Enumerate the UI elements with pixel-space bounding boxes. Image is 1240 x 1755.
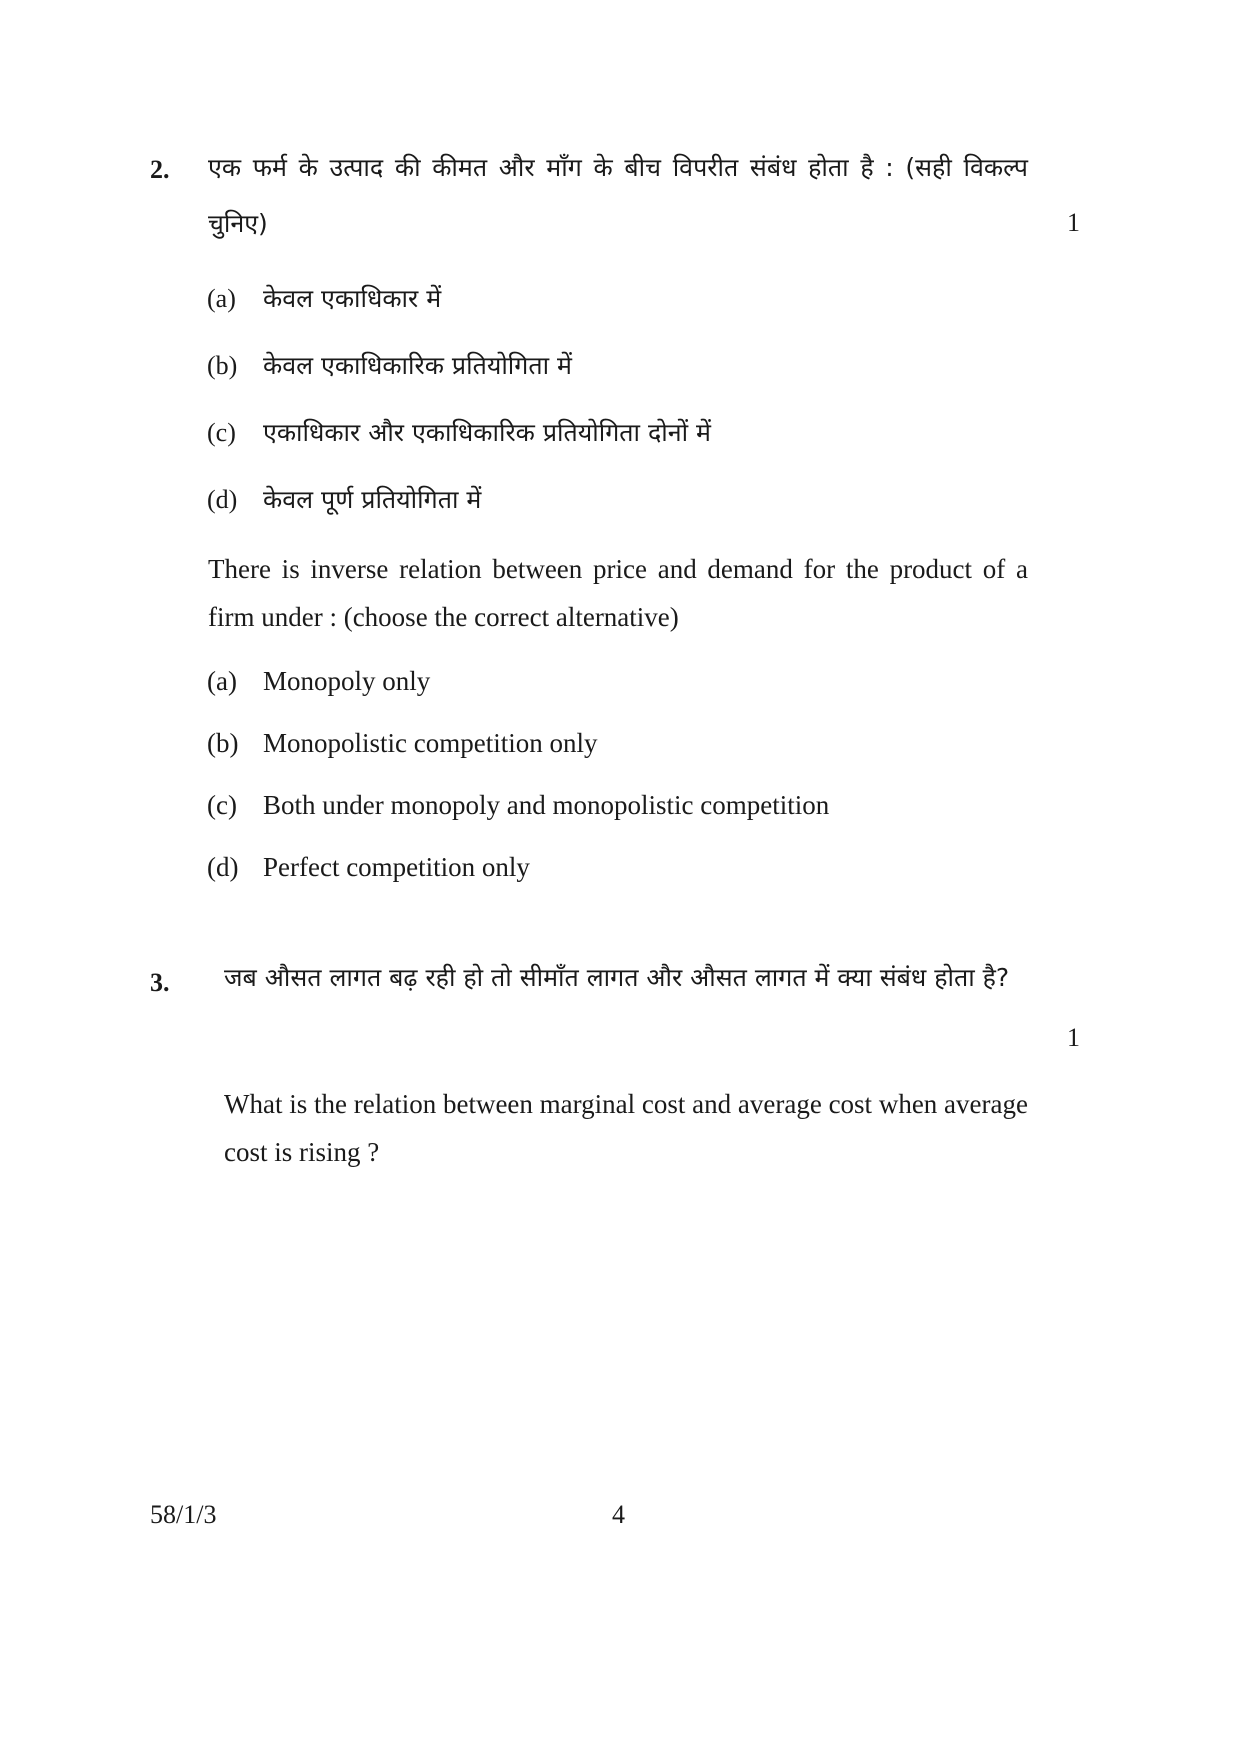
- english-option: [207, 852, 530, 883]
- option-label: (c): [207, 418, 236, 447]
- option-label: (a): [207, 666, 237, 696]
- option-label: (b): [207, 728, 239, 758]
- option-text: एकाधिकार और एकाधिकारिक प्रतियोगिता दोनों में: [263, 418, 711, 447]
- english-option: [207, 666, 430, 697]
- hindi-option: [207, 415, 711, 449]
- english-option: [207, 728, 597, 759]
- question-english-text: What is the relation between marginal cost and average cost when average cost is rising ?: [224, 1089, 1028, 1167]
- option-text: Both under monopoly and monopolistic competition: [263, 790, 830, 820]
- hindi-option: [207, 348, 572, 382]
- question-english-text: There is inverse relation between price and demand for the product of a firm under : (choose the correct alternative): [208, 554, 1028, 632]
- option-label: (d): [207, 852, 239, 882]
- hindi-option: [207, 482, 481, 516]
- option-label: (c): [207, 790, 237, 820]
- paper-code: 58/1/3: [150, 1500, 217, 1529]
- question-number: 3.: [150, 968, 170, 997]
- option-text: केवल पूर्ण प्रतियोगिता में: [263, 485, 482, 514]
- english-option: [207, 790, 829, 821]
- question-number: 2.: [150, 155, 170, 184]
- question-hindi-text: एक फर्म के उत्पाद की कीमत और माँग के बीच विपरीत संबंध होता है : (सही विकल्प चुनिए): [208, 153, 1028, 238]
- option-label: (a): [207, 284, 236, 313]
- page-number: 4: [612, 1500, 625, 1529]
- option-label: (d): [207, 485, 238, 514]
- option-text: Monopolistic competition only: [263, 728, 598, 758]
- option-text: केवल एकाधिकारिक प्रतियोगिता में: [263, 351, 572, 380]
- question-marks: 1: [1067, 208, 1080, 237]
- hindi-option: [207, 281, 441, 315]
- question-marks: 1: [1067, 1023, 1080, 1052]
- option-text: Perfect competition only: [263, 852, 530, 882]
- option-text: केवल एकाधिकार में: [263, 284, 442, 313]
- option-text: Monopoly only: [263, 666, 431, 696]
- question-hindi-text: जब औसत लागत बढ़ रही हो तो सीमाँत लागत और औसत लागत में क्या संबंध होता है?: [224, 963, 1010, 992]
- option-label: (b): [207, 351, 238, 380]
